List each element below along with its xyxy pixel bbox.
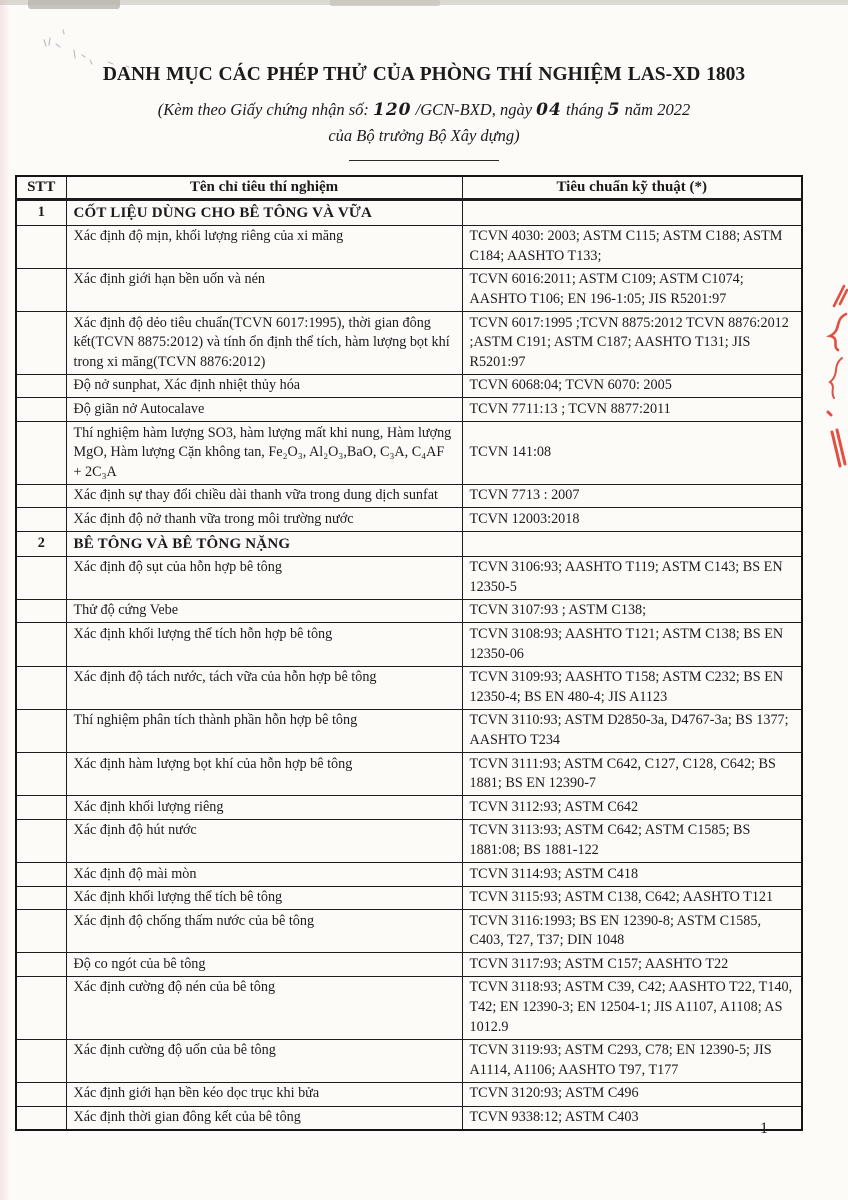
row-test-name: Độ co ngót của bê tông xyxy=(66,953,462,977)
row-standard: TCVN 3110:93; ASTM D2850-3a, D4767-3a; BS 1377; AASHTO T234 xyxy=(462,709,802,752)
table-row xyxy=(16,953,802,977)
row-standard: TCVN 3106:93; AASHTO T119; ASTM C143; BS EN 12350-5 xyxy=(462,556,802,599)
row-test-name: Xác định độ sụt của hỗn hợp bê tông xyxy=(66,556,462,599)
row-test-name: Xác định giới hạn bền kéo dọc trục khi bửa xyxy=(66,1082,462,1106)
row-test-name: Xác định độ tách nước, tách vữa của hỗn hợp bê tông xyxy=(66,666,462,709)
table-row xyxy=(16,200,802,226)
col-header-stt: STT xyxy=(16,176,66,200)
row-standard: TCVN 3119:93; ASTM C293, C78; EN 12390-5; JIS A1114, A1106; AASHTO T97, T177 xyxy=(462,1039,802,1082)
table-row xyxy=(16,863,802,887)
row-standard: TCVN 7713 : 2007 xyxy=(462,484,802,508)
document-subtitle xyxy=(0,97,848,149)
row-stt xyxy=(16,599,66,623)
table-row xyxy=(16,484,802,508)
row-standard: TCVN 3118:93; ASTM C39, C42; AASHTO T22, T140, T42; EN 12390-3; EN 12504-1; JIS A1107, A1108; AS 1012.9 xyxy=(462,976,802,1039)
separator-line xyxy=(349,160,499,161)
row-standard: TCVN 4030: 2003; ASTM C115; ASTM C188; ASTM C184; AASHTO T133; xyxy=(462,225,802,268)
row-test-name: Xác định khối lượng thể tích bê tông xyxy=(66,886,462,910)
row-test-name: Xác định giới hạn bền uốn và nén xyxy=(66,268,462,311)
row-test-name: Độ giãn nở Autocalave xyxy=(66,398,462,422)
row-stt xyxy=(16,1082,66,1106)
row-test-name: Xác định độ hút nước xyxy=(66,819,462,862)
table-row xyxy=(16,599,802,623)
row-test-name: Xác định độ mài mòn xyxy=(66,863,462,887)
row-test-name: Xác định hàm lượng bọt khí của hỗn hợp bê tông xyxy=(66,753,462,796)
table-row xyxy=(16,819,802,862)
row-standard: TCVN 3107:93 ; ASTM C138; xyxy=(462,599,802,623)
handwritten-cert-number: 120 xyxy=(373,100,412,120)
scan-edge-artifact xyxy=(330,0,440,6)
row-stt xyxy=(16,886,66,910)
row-stt xyxy=(16,863,66,887)
row-test-name: Thí nghiệm phân tích thành phần hỗn hợp bê tông xyxy=(66,709,462,752)
handwritten-month: 5 xyxy=(607,100,621,120)
row-test-name: Xác định thời gian đông kết của bê tông xyxy=(66,1106,462,1130)
row-test-name: Xác định cường độ nén của bê tông xyxy=(66,976,462,1039)
row-stt: 2 xyxy=(16,532,66,557)
row-standard: TCVN 3108:93; AASHTO T121; ASTM C138; BS EN 12350-06 xyxy=(462,623,802,666)
handwritten-day: 04 xyxy=(536,100,562,120)
row-test-name: Độ nở sunphat, Xác định nhiệt thủy hóa xyxy=(66,374,462,398)
col-header-test-name: Tên chỉ tiêu thí nghiệm xyxy=(66,176,462,200)
row-standard: TCVN 3115:93; ASTM C138, C642; AASHTO T121 xyxy=(462,886,802,910)
row-standard: TCVN 3114:93; ASTM C418 xyxy=(462,863,802,887)
subtitle-text: tháng xyxy=(561,100,608,119)
col-header-standard: Tiêu chuẩn kỹ thuật (*) xyxy=(462,176,802,200)
row-standard: TCVN 6016:2011; ASTM C109; ASTM C1074; AASHTO T106; EN 196-1:05; JIS R5201:97 xyxy=(462,268,802,311)
row-test-name: Xác định độ mịn, khối lượng riêng của xi măng xyxy=(66,225,462,268)
row-standard: TCVN 6068:04; TCVN 6070: 2005 xyxy=(462,374,802,398)
row-standard: TCVN 3113:93; ASTM C642; ASTM C1585; BS 1881:08; BS 1881-122 xyxy=(462,819,802,862)
row-stt: 1 xyxy=(16,200,66,226)
row-stt xyxy=(16,910,66,953)
row-test-name: Xác định độ nở thanh vữa trong môi trường nước xyxy=(66,508,462,532)
scan-edge-artifact xyxy=(28,0,120,9)
row-stt xyxy=(16,1039,66,1082)
red-stamp-mark xyxy=(820,280,848,490)
row-test-name: Xác định cường độ uốn của bê tông xyxy=(66,1039,462,1082)
row-stt xyxy=(16,819,66,862)
table-row xyxy=(16,709,802,752)
row-standard: TCVN 3120:93; ASTM C496 xyxy=(462,1082,802,1106)
row-stt xyxy=(16,422,66,485)
row-test-name: Xác định độ dẻo tiêu chuẩn(TCVN 6017:1995), thời gian đông kết(TCVN 8875:2012) và tính ổn định thể tích, hàm lượng bọt khí trong xi măng(TCVN 8876:2012) xyxy=(66,312,462,375)
subtitle-text: (Kèm theo Giấy chứng nhận số: xyxy=(157,100,374,119)
table-row xyxy=(16,1039,802,1082)
table-row xyxy=(16,312,802,375)
table-header-row xyxy=(16,176,802,200)
subtitle-line2: của Bộ trưởng Bộ Xây dựng) xyxy=(328,126,520,146)
subtitle-text: /GCN-BXD, ngày xyxy=(411,100,537,119)
table-row xyxy=(16,976,802,1039)
subtitle-text: năm 2022 xyxy=(620,100,691,119)
row-stt xyxy=(16,796,66,820)
table-row xyxy=(16,532,802,557)
row-stt xyxy=(16,508,66,532)
row-stt xyxy=(16,484,66,508)
row-test-name: CỐT LIỆU DÙNG CHO BÊ TÔNG VÀ VỮA xyxy=(66,200,462,226)
page-number: 1 xyxy=(760,1120,768,1137)
row-test-name: Thí nghiệm hàm lượng SO3, hàm lượng mất khi nung, Hàm lượng MgO, Hàm lượng Cặn không tan, Fe₂O₃, Al₂O₃,BaO, C₃A, C₄AF + 2C₃A xyxy=(66,422,462,485)
row-test-name: Xác định khối lượng riêng xyxy=(66,796,462,820)
row-test-name: Thử độ cứng Vebe xyxy=(66,599,462,623)
row-standard: TCVN 3112:93; ASTM C642 xyxy=(462,796,802,820)
document-title: DANH MỤC CÁC PHÉP THỬ CỦA PHÒNG THÍ NGHIỆM LAS-XD 1803 xyxy=(102,64,746,85)
table-row xyxy=(16,623,802,666)
table-row xyxy=(16,910,802,953)
tests-table xyxy=(15,175,803,1131)
pencil-scribble xyxy=(30,22,170,77)
table-row xyxy=(16,374,802,398)
row-test-name: Xác định khối lượng thể tích hỗn hợp bê tông xyxy=(66,623,462,666)
row-standard: TCVN 141:08 xyxy=(462,422,802,485)
row-stt xyxy=(16,623,66,666)
table-row xyxy=(16,556,802,599)
table-row xyxy=(16,225,802,268)
table-row xyxy=(16,666,802,709)
row-standard: TCVN 9338:12; ASTM C403 xyxy=(462,1106,802,1130)
row-stt xyxy=(16,398,66,422)
table-row xyxy=(16,796,802,820)
row-standard xyxy=(462,532,802,557)
row-stt xyxy=(16,1106,66,1130)
row-stt xyxy=(16,312,66,375)
row-stt xyxy=(16,556,66,599)
table-row xyxy=(16,268,802,311)
row-standard: TCVN 3116:1993; BS EN 12390-8; ASTM C1585, C403, T27, T37; DIN 1048 xyxy=(462,910,802,953)
table-row xyxy=(16,886,802,910)
row-stt xyxy=(16,268,66,311)
row-test-name: Xác định độ chống thấm nước của bê tông xyxy=(66,910,462,953)
row-standard: TCVN 3109:93; AASHTO T158; ASTM C232; BS EN 12350-4; BS EN 480-4; JIS A1123 xyxy=(462,666,802,709)
row-stt xyxy=(16,953,66,977)
row-stt xyxy=(16,753,66,796)
table-row xyxy=(16,1082,802,1106)
row-standard: TCVN 12003:2018 xyxy=(462,508,802,532)
table-row xyxy=(16,753,802,796)
row-standard: TCVN 6017:1995 ;TCVN 8875:2012 TCVN 8876:2012 ;ASTM C191; ASTM C187; AASHTO T131; JIS R5201:97 xyxy=(462,312,802,375)
row-stt xyxy=(16,666,66,709)
row-stt xyxy=(16,976,66,1039)
table-row xyxy=(16,422,802,485)
scan-edge-left xyxy=(0,0,10,1200)
table-row xyxy=(16,1106,802,1130)
row-stt xyxy=(16,374,66,398)
row-test-name: Xác định sự thay đổi chiều dài thanh vữa trong dung dịch sunfat xyxy=(66,484,462,508)
row-stt xyxy=(16,225,66,268)
table-row xyxy=(16,508,802,532)
row-stt xyxy=(16,709,66,752)
row-standard: TCVN 3117:93; ASTM C157; AASHTO T22 xyxy=(462,953,802,977)
row-standard xyxy=(462,200,802,226)
row-test-name: BÊ TÔNG VÀ BÊ TÔNG NẶNG xyxy=(66,532,462,557)
table-row xyxy=(16,398,802,422)
row-standard: TCVN 3111:93; ASTM C642, C127, C128, C642; BS 1881; BS EN 12390-7 xyxy=(462,753,802,796)
row-standard: TCVN 7711:13 ; TCVN 8877:2011 xyxy=(462,398,802,422)
